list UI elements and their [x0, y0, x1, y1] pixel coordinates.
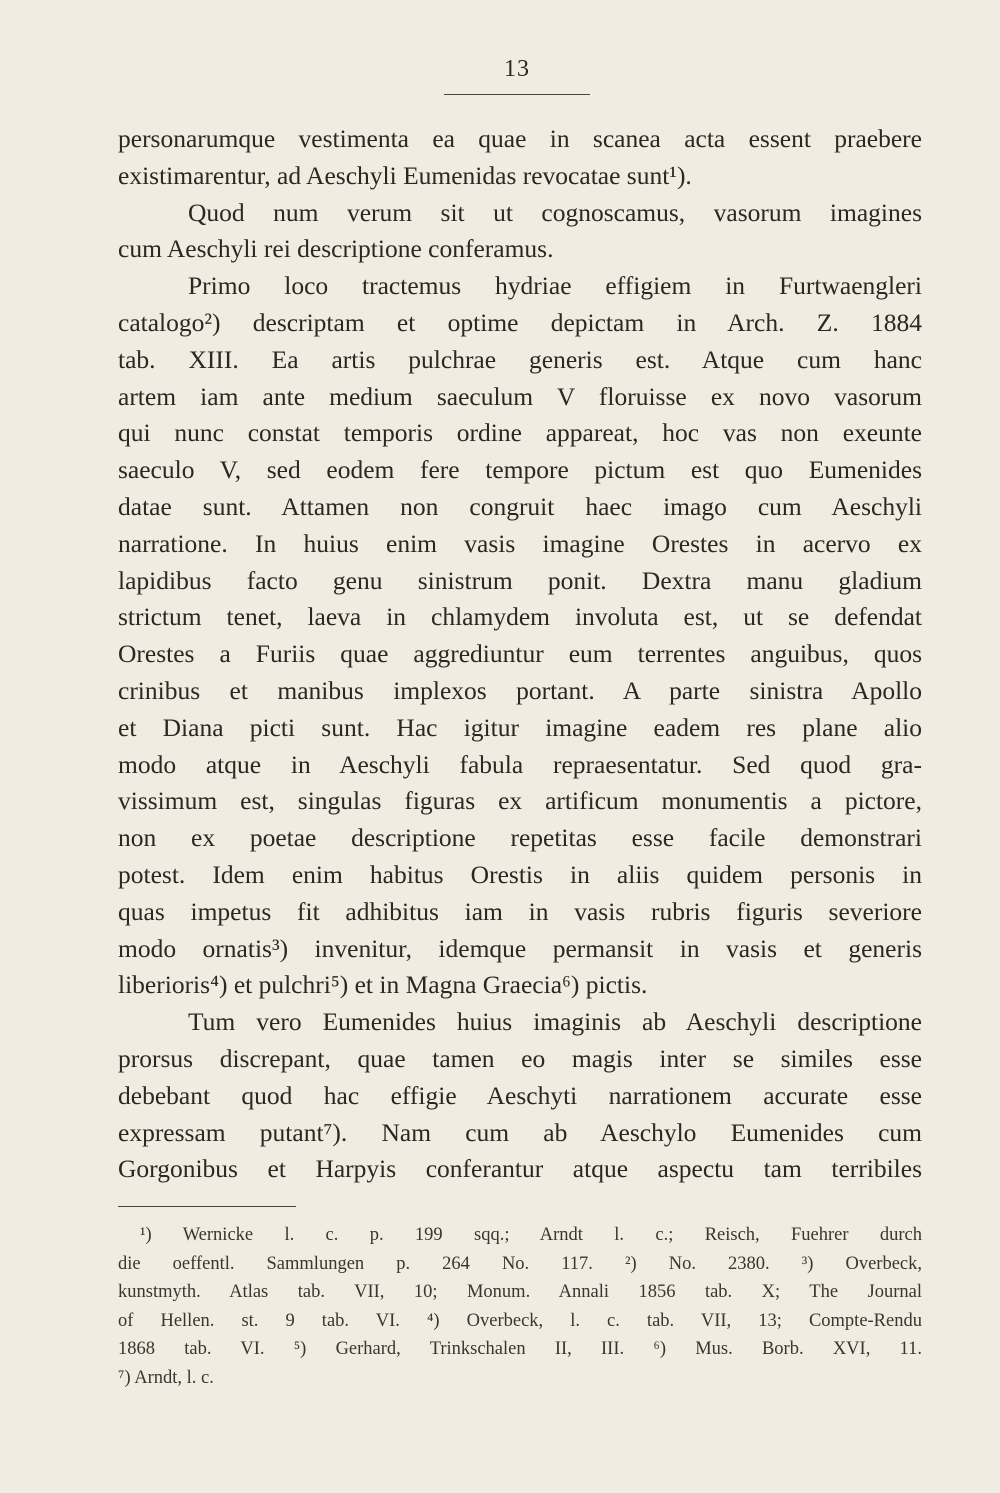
- text-line: datae sunt. Attamen non congruit haec imago cum Aeschyli: [118, 491, 922, 521]
- text-line: crinibus et manibus implexos portant. A parte sinistra Apollo: [118, 675, 922, 705]
- text-line: quas impetus fit adhibitus iam in vasis rubris figuris severiore: [118, 896, 922, 926]
- text-line: vissimum est, singulas figuras ex artificum monumentis a pictore,: [118, 786, 922, 816]
- footnote-line: kunstmyth. Atlas tab. VII, 10; Monum. Annali 1856 tab. X; The Journal: [118, 1282, 922, 1303]
- text-line: debebant quod hac effigie Aeschyti narrationem accurate esse: [118, 1080, 922, 1110]
- text-line: Orestes a Furiis quae aggrediuntur eum terrentes anguibus, quos: [118, 639, 922, 669]
- text-line: expressam putant⁷). Nam cum ab Aeschylo Eumenides cum: [118, 1117, 922, 1147]
- text-line: Gorgonibus et Harpyis conferantur atque aspectu tam terribiles: [118, 1154, 922, 1184]
- text-line: narratione. In huius enim vasis imagine Orestes in acervo ex: [118, 528, 922, 558]
- text-line: modo ornatis³) invenitur, idemque permansit in vasis et generis: [118, 933, 922, 963]
- text-line: Primo loco tractemus hydriae effigiem in Furtwaengleri: [188, 271, 922, 301]
- text-line: prorsus discrepant, quae tamen eo magis inter se similes esse: [118, 1043, 922, 1073]
- body-text: [118, 121, 922, 1188]
- text-line: potest. Idem enim habitus Orestis in aliis quidem personis in: [118, 859, 922, 889]
- footnote-line: die oeffentl. Sammlungen p. 264 No. 117. ²) No. 2380. ³) Overbeck,: [118, 1253, 922, 1274]
- text-line: Tum vero Eumenides huius imaginis ab Aeschyli descriptione: [188, 1007, 922, 1037]
- text-line: Quod num verum sit ut cognoscamus, vasorum imagines: [188, 197, 922, 227]
- page-number: 13: [504, 56, 530, 82]
- text-line: lapidibus facto genu sinistrum ponit. Dextra manu gladium: [118, 565, 922, 595]
- text-line: saeculo V, sed eodem fere tempore pictum est quo Eumenides: [118, 455, 922, 485]
- header-rule: [444, 94, 590, 95]
- footnote-rule: [118, 1206, 296, 1207]
- text-line: tab. XIII. Ea artis pulchrae generis est. Atque cum hanc: [118, 344, 922, 374]
- footnote-line: ¹) Wernicke l. c. p. 199 sqq.; Arndt l. c.; Reisch, Fuehrer durch: [140, 1225, 922, 1245]
- text-line: artem iam ante medium saeculum V floruisse ex novo vasorum: [118, 381, 922, 411]
- footnotes: [118, 1221, 922, 1393]
- text-line: qui nunc constat temporis ordine appareat, hoc vas non exeunte: [118, 418, 922, 448]
- text-line: strictum tenet, laeva in chlamydem involuta est, ut se defendat: [118, 602, 922, 632]
- text-line: personarumque vestimenta ea quae in scanea acta essent praebere: [118, 124, 922, 153]
- footnote-line: of Hellen. st. 9 tab. VI. ⁴) Overbeck, l. c. tab. VII, 13; Compte-Rendu: [118, 1310, 922, 1331]
- text-line: liberioris⁴) et pulchri⁵) et in Magna Graecia⁶) pictis.: [118, 970, 648, 1000]
- text-line: existimarentur, ad Aeschyli Eumenidas revocatae sunt¹).: [118, 160, 692, 190]
- text-line: modo atque in Aeschyli fabula repraesentatur. Sed quod gra-: [118, 749, 922, 779]
- text-line: catalogo²) descriptam et optime depictam in Arch. Z. 1884: [118, 307, 922, 337]
- footnote-line: ⁷) Arndt, l. c.: [118, 1367, 214, 1388]
- footnote-line: 1868 tab. VI. ⁵) Gerhard, Trinkschalen II, III. ⁶) Mus. Borb. XVI, 11.: [118, 1339, 922, 1360]
- text-line: non ex poetae descriptione repetitas esse facile demonstrari: [118, 823, 922, 853]
- text-line: cum Aeschyli rei descriptione conferamus.: [118, 234, 554, 264]
- text-line: et Diana picti sunt. Hac igitur imagine eadem res plane alio: [118, 712, 922, 742]
